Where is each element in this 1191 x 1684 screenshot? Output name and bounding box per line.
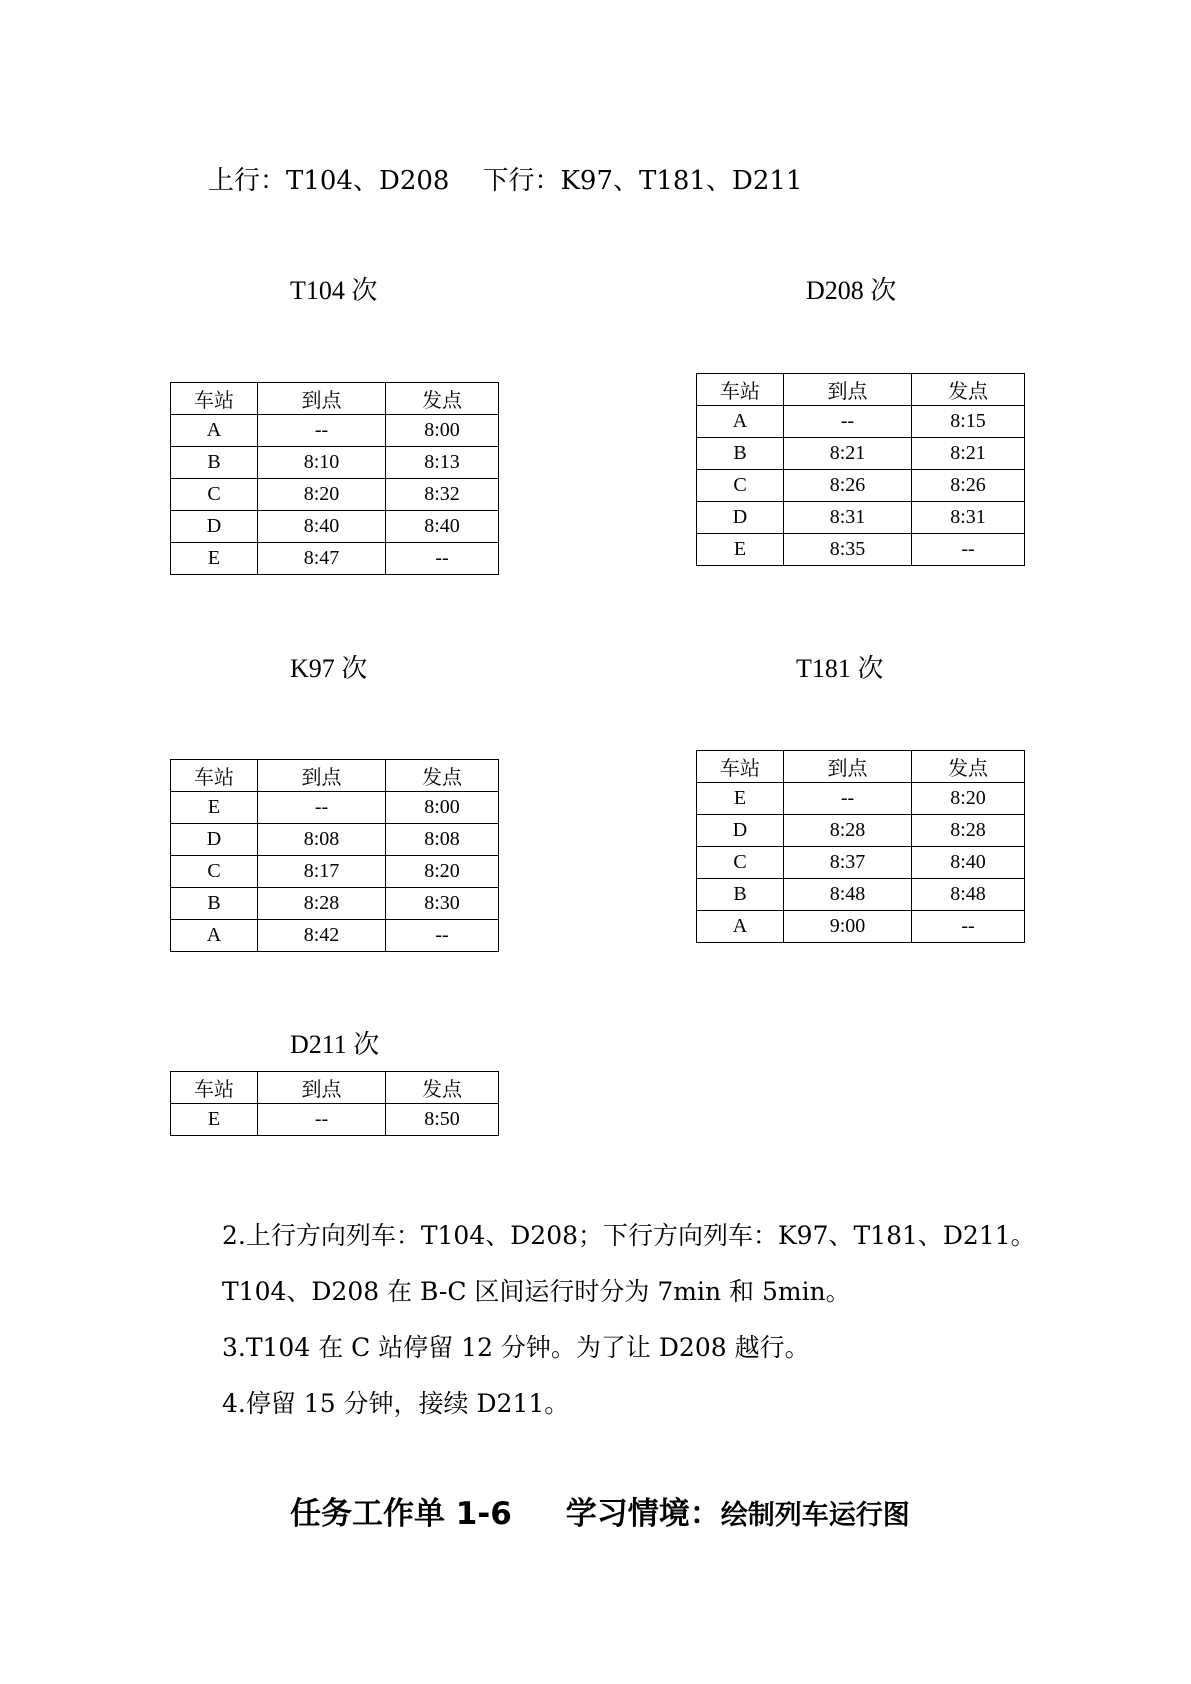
arrival-cell: 9:00 [784, 911, 912, 943]
task-number: 任务工作单 1-6 [290, 1496, 512, 1532]
table-row [697, 438, 1025, 470]
column-header-arrival: 到点 [258, 1072, 386, 1104]
context-title: 绘制列车运行图 [720, 1500, 910, 1531]
column-header-station: 车站 [171, 1072, 258, 1104]
table-row [171, 792, 499, 824]
context-label: 学习情境： [565, 1496, 721, 1532]
station-cell: A [171, 920, 258, 952]
timetable-d211 [170, 1071, 499, 1136]
station-cell: C [697, 470, 784, 502]
departure-cell: 8:21 [912, 438, 1025, 470]
departure-cell: 8:20 [386, 856, 499, 888]
column-header-departure: 发点 [386, 1072, 499, 1104]
station-cell: B [697, 879, 784, 911]
table-row [171, 447, 499, 479]
column-header-station: 车站 [171, 383, 258, 415]
column-header-departure: 发点 [912, 751, 1025, 783]
column-header-departure: 发点 [386, 383, 499, 415]
station-cell: A [171, 415, 258, 447]
departure-cell: 8:20 [912, 783, 1025, 815]
departure-cell: -- [386, 543, 499, 575]
table-row [171, 824, 499, 856]
answer-line-2: T104、D208 在 B-C 区间运行时分为 7min 和 5min。 [222, 1277, 851, 1306]
table-row [697, 815, 1025, 847]
arrival-cell: 8:40 [258, 511, 386, 543]
timetable-title-t181: T181 次 [796, 654, 884, 683]
departure-cell: 8:40 [386, 511, 499, 543]
arrival-cell: 8:28 [258, 888, 386, 920]
departure-cell: -- [912, 911, 1025, 943]
arrival-cell: -- [258, 792, 386, 824]
arrival-cell: -- [258, 415, 386, 447]
arrival-cell: 8:20 [258, 479, 386, 511]
station-cell: B [171, 447, 258, 479]
table-row [697, 470, 1025, 502]
column-header-arrival: 到点 [258, 383, 386, 415]
departure-cell: 8:40 [912, 847, 1025, 879]
departure-cell: 8:00 [386, 792, 499, 824]
station-cell: B [171, 888, 258, 920]
station-cell: E [171, 543, 258, 575]
table-row [171, 888, 499, 920]
column-header-arrival: 到点 [784, 374, 912, 406]
task-heading [290, 1488, 910, 1533]
answer-line-4: 4.停留 15 分钟，接续 D211。 [222, 1389, 570, 1418]
arrival-cell: 8:37 [784, 847, 912, 879]
column-header-departure: 发点 [386, 760, 499, 792]
arrival-cell: 8:47 [258, 543, 386, 575]
timetable-t104 [170, 382, 499, 575]
departure-cell: 8:15 [912, 406, 1025, 438]
station-cell: B [697, 438, 784, 470]
station-cell: C [171, 479, 258, 511]
arrival-cell: 8:35 [784, 534, 912, 566]
departure-cell: -- [386, 920, 499, 952]
arrival-cell: 8:31 [784, 502, 912, 534]
station-cell: E [697, 783, 784, 815]
table-row [171, 511, 499, 543]
table-row [697, 783, 1025, 815]
departure-cell: 8:13 [386, 447, 499, 479]
table-row [697, 502, 1025, 534]
timetable-d208 [696, 373, 1025, 566]
timetable-title-d208: D208 次 [806, 276, 897, 305]
arrival-cell: 8:10 [258, 447, 386, 479]
column-header-station: 车站 [697, 374, 784, 406]
timetable-k97 [170, 759, 499, 952]
direction-summary: 上行：T104、D208 下行：K97、T181、D211 [208, 166, 803, 196]
arrival-cell: 8:28 [784, 815, 912, 847]
table-row [697, 879, 1025, 911]
station-cell: C [697, 847, 784, 879]
arrival-cell: 8:48 [784, 879, 912, 911]
column-header-station: 车站 [171, 760, 258, 792]
station-cell: C [171, 856, 258, 888]
station-cell: D [697, 815, 784, 847]
station-cell: A [697, 406, 784, 438]
departure-cell: 8:28 [912, 815, 1025, 847]
arrival-cell: 8:26 [784, 470, 912, 502]
station-cell: A [697, 911, 784, 943]
timetable-t181 [696, 750, 1025, 943]
arrival-cell: 8:42 [258, 920, 386, 952]
table-row [697, 847, 1025, 879]
station-cell: D [171, 511, 258, 543]
departure-cell: 8:48 [912, 879, 1025, 911]
table-header-row [171, 1072, 499, 1104]
table-row [171, 415, 499, 447]
table-header-row [171, 760, 499, 792]
timetable-title-k97: K97 次 [290, 654, 368, 683]
departure-cell: 8:00 [386, 415, 499, 447]
column-header-station: 车站 [697, 751, 784, 783]
station-cell: E [171, 1104, 258, 1136]
answer-line-1: 2.上行方向列车：T104、D208；下行方向列车：K97、T181、D211。 [222, 1221, 1036, 1250]
timetable-title-d211: D211 次 [290, 1030, 380, 1059]
table-row [697, 911, 1025, 943]
arrival-cell: 8:17 [258, 856, 386, 888]
table-header-row [697, 374, 1025, 406]
table-row [697, 406, 1025, 438]
table-row [171, 920, 499, 952]
departure-cell: 8:08 [386, 824, 499, 856]
departure-cell: 8:26 [912, 470, 1025, 502]
timetable-title-t104: T104 次 [290, 276, 378, 305]
departure-cell: -- [912, 534, 1025, 566]
column-header-arrival: 到点 [258, 760, 386, 792]
table-row [171, 543, 499, 575]
column-header-arrival: 到点 [784, 751, 912, 783]
arrival-cell: 8:08 [258, 824, 386, 856]
table-row [171, 1104, 499, 1136]
table-row [171, 856, 499, 888]
arrival-cell: -- [258, 1104, 386, 1136]
table-row [697, 534, 1025, 566]
column-header-departure: 发点 [912, 374, 1025, 406]
station-cell: E [171, 792, 258, 824]
departure-cell: 8:30 [386, 888, 499, 920]
departure-cell: 8:32 [386, 479, 499, 511]
table-header-row [697, 751, 1025, 783]
departure-cell: 8:31 [912, 502, 1025, 534]
station-cell: E [697, 534, 784, 566]
station-cell: D [697, 502, 784, 534]
station-cell: D [171, 824, 258, 856]
arrival-cell: 8:21 [784, 438, 912, 470]
arrival-cell: -- [784, 783, 912, 815]
table-row [171, 479, 499, 511]
answer-line-3: 3.T104 在 C 站停留 12 分钟。为了让 D208 越行。 [222, 1333, 810, 1362]
arrival-cell: -- [784, 406, 912, 438]
table-header-row [171, 383, 499, 415]
departure-cell: 8:50 [386, 1104, 499, 1136]
